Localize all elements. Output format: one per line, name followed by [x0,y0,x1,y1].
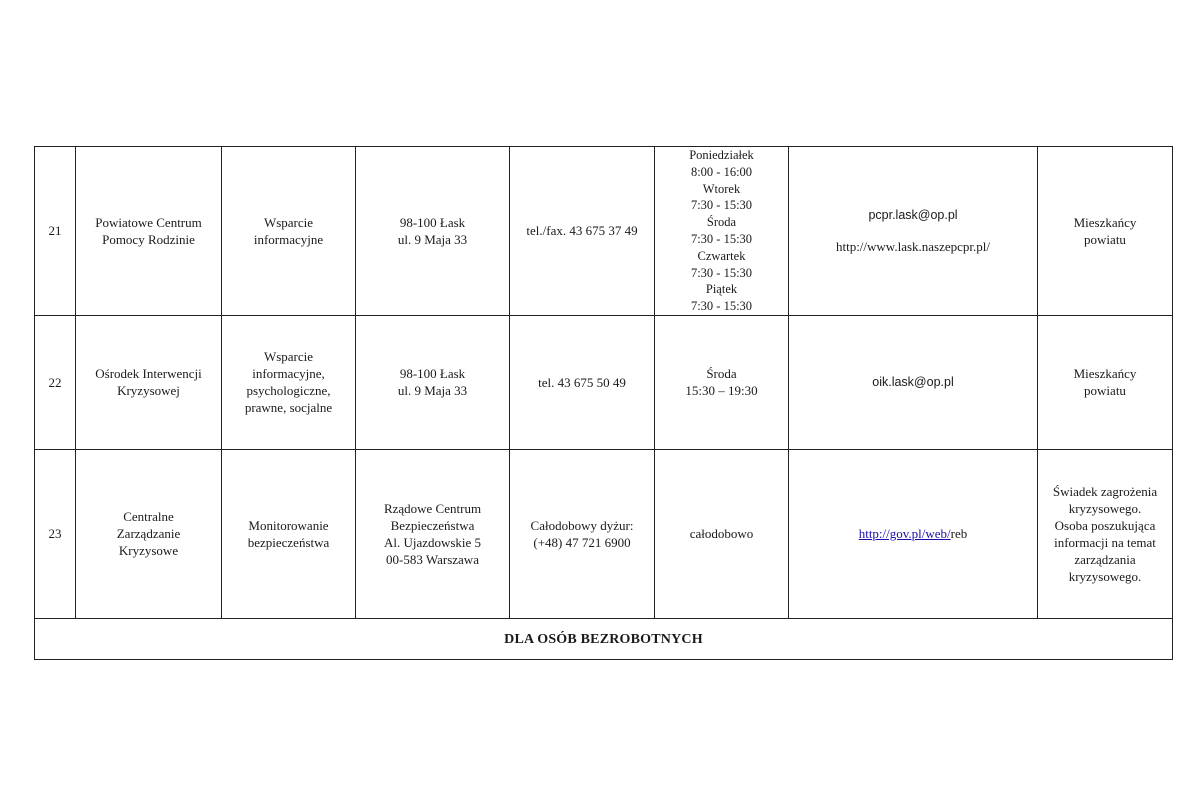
audience-cell: Świadek zagrożenia kryzysowego. Osoba poszukująca informacji na temat zarządzania kryzysowego. [1038,449,1173,618]
institution-name-cell: Ośrodek Interwencji Kryzysowej [76,315,222,449]
institution-name: Powiatowe Centrum [95,214,202,230]
contact-cell [789,147,1038,316]
institution-name-cell [76,147,222,316]
website-text: http://www.lask.naszepcpr.pl/ [835,238,991,254]
phone-cell: Całodobowy dyżur: (+48) 47 721 6900 [510,449,655,618]
address-cell: Rządowe Centrum Bezpieczeństwa Al. Ujazdowskie 5 00-583 Warszawa [356,449,510,618]
support-type-cell: Monitorowanie bezpieczeństwa [222,449,356,618]
section-title: DLA OSÓB BEZROBOTNYCH [504,631,703,647]
contact-cell [789,315,1038,449]
row-number: 23 [35,449,76,618]
phone-cell: tel./fax. 43 675 37 49 [510,147,655,316]
contact-cell [789,449,1038,618]
website-link-suffix: reb [950,526,968,542]
row-number: 21 [35,147,76,316]
address-cell: 98-100 Łask ul. 9 Maja 33 [356,315,510,449]
row-number: 22 [35,315,76,449]
support-type-cell: Wsparcie informacyjne, psychologiczne, prawne, socjalne [222,315,356,449]
support-type-cell: Wsparcie informacyjne [222,147,356,316]
section-header [35,618,1173,659]
table-row [35,147,1173,316]
section-header-row [35,618,1173,659]
table-row [35,449,1173,618]
institution-name-cell: Centralne Zarządzanie Kryzysowe [76,449,222,618]
services-table [34,146,1173,660]
institution-name: Pomocy Rodzinie [102,231,195,247]
website-link[interactable]: http://gov.pl/web/ [858,526,951,542]
table-row [35,315,1173,449]
hours-cell: Środa 15:30 – 19:30 [655,315,789,449]
audience-cell: Mieszkańcy powiatu [1038,315,1173,449]
hours-cell: całodobowo [655,449,789,618]
phone-cell: tel. 43 675 50 49 [510,315,655,449]
email-text: pcpr.lask@op.pl [868,207,958,222]
hours-cell: Poniedziałek 8:00 - 16:00 Wtorek 7:30 - 15:30 Środa 7:30 - 15:30 Czwartek 7:30 - 15:30 Piątek 7:30 - 15:30 [655,147,789,316]
audience-cell: Mieszkańcy powiatu [1038,147,1173,316]
email-text: oik.lask@op.pl [872,374,954,389]
address-cell: 98-100 Łask ul. 9 Maja 33 [356,147,510,316]
